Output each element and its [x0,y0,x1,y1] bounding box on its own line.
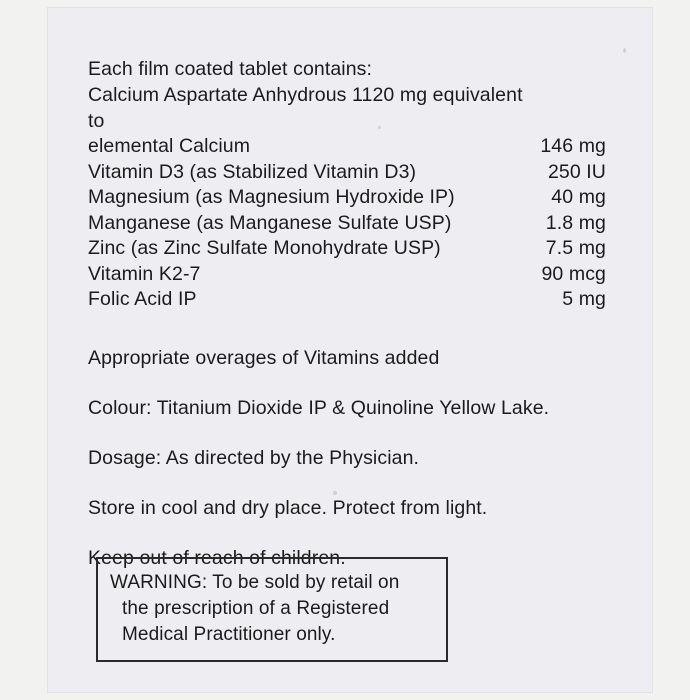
warning-line-1: WARNING: To be sold by retail on [110,572,400,593]
storage-note: Store in cool and dry place. Protect from light. [88,496,488,519]
ingredient-amount: 5 mg [562,288,606,310]
ingredient-amount: 1.8 mg [545,211,606,234]
warning-line-2: the prescription of a Registered [122,598,390,619]
ingredient-amount: 90 mcg [541,262,606,285]
ingredient-amount: 146 mg [540,135,606,157]
ingredient-amount: 250 IU [547,160,606,183]
label-content [88,56,612,571]
keep-away-note: Keep out of reach of children. [88,546,346,569]
ingredients-table [88,83,606,313]
ingredient-row [88,211,606,237]
ingredient-row [88,185,606,211]
ingredient-row [88,160,606,186]
ingredient-name: Vitamin D3 (as Stabilized Vitamin D3) [88,160,417,183]
dosage-note: Dosage: As directed by the Physician. [88,446,420,469]
ingredient-name: Folic Acid IP [88,288,197,310]
ingredient-name: Vitamin K2-7 [88,262,201,285]
ingredient-row [88,262,606,288]
warning-box [96,557,448,662]
warning-text [110,570,440,648]
colour-note: Colour: Titanium Dioxide IP & Quinoline Yellow Lake. [88,396,550,419]
texture-speck [623,48,626,53]
ingredient-amount: 40 mg [551,186,606,208]
overages-note: Appropriate overages of Vitamins added [88,346,440,369]
ingredient-name-line2: elemental Calcium [88,135,251,157]
ingredient-name [88,83,540,160]
ingredient-name: Magnesium (as Magnesium Hydroxide IP) [88,186,455,208]
ingredient-row [88,236,606,262]
warning-line-3: Medical Practitioner only. [122,624,336,645]
ingredient-name: Zinc (as Zinc Sulfate Monohydrate USP) [88,237,441,259]
ingredient-row [88,287,606,313]
ingredient-name-line1: Calcium Aspartate Anhydrous 1120 mg equivalent to [88,84,523,132]
ingredient-row [88,83,606,160]
ingredients-heading: Each film coated tablet contains: [88,58,373,80]
ingredient-amount: 7.5 mg [545,237,606,259]
product-label-card [48,8,652,692]
ingredient-name: Manganese (as Manganese Sulfate USP) [88,211,452,234]
